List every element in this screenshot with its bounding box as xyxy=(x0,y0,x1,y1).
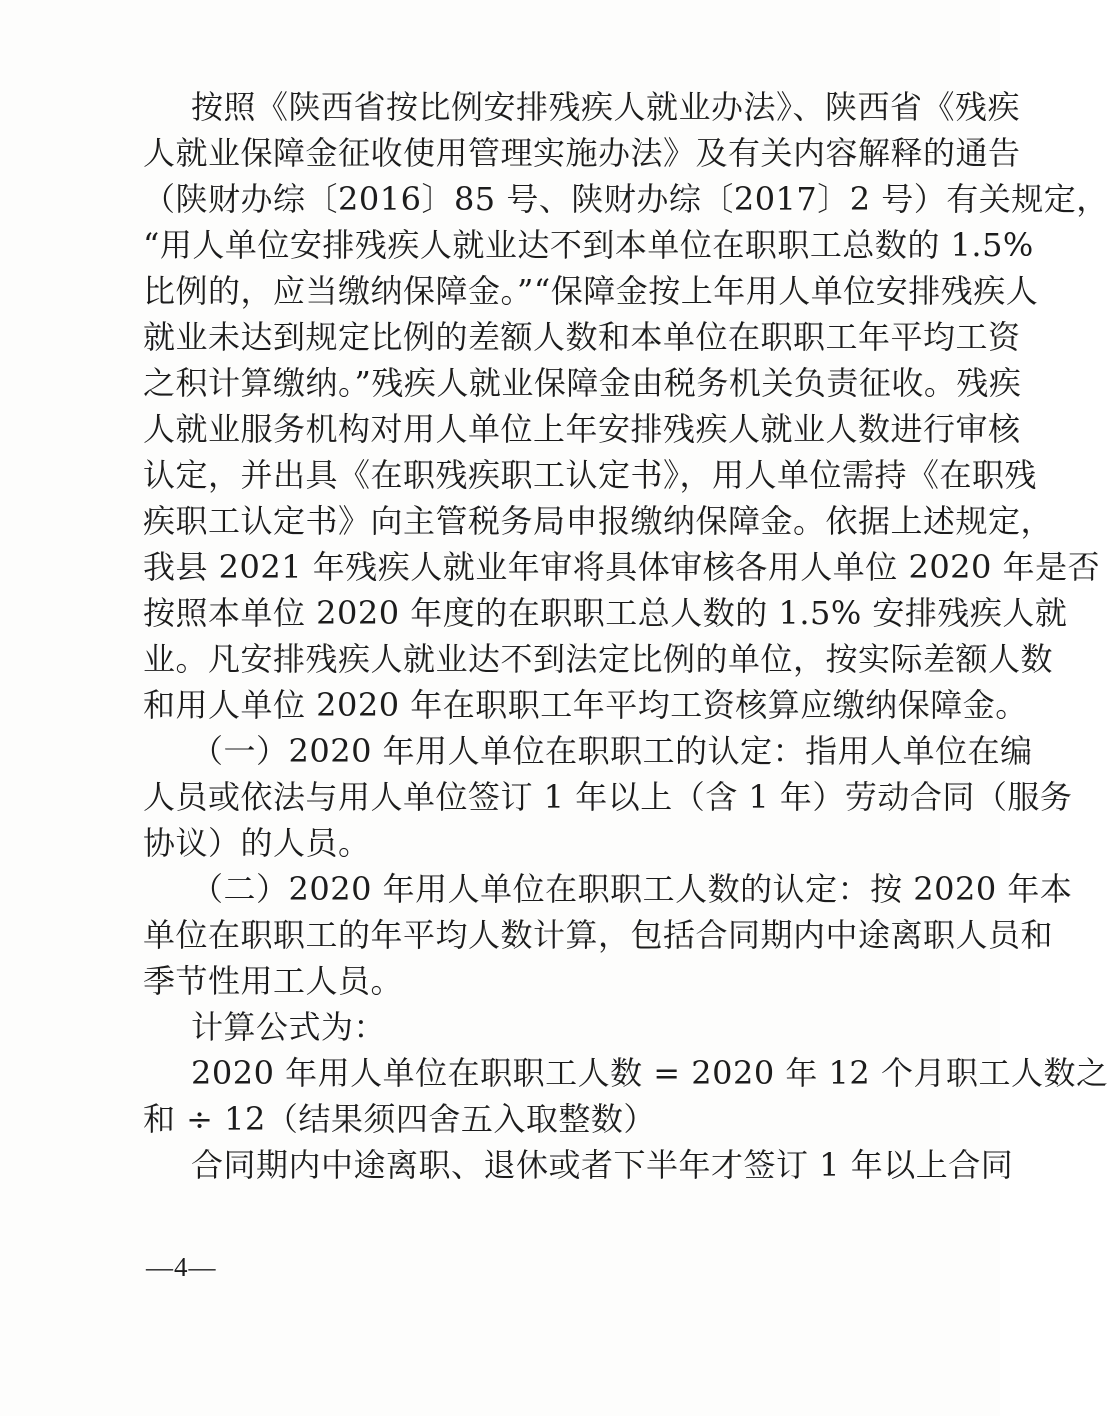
text-line: 按照《陕西省按比例安排残疾人就业办法》、陕西省《残疾 xyxy=(191,88,1021,126)
text-line: 人就业保障金征收使用管理实施办法》及有关内容解释的通告 xyxy=(143,134,1021,172)
text-line: （二）2020 年用人单位在职职工人数的认定：按 2020 年本 xyxy=(191,870,1073,908)
text-line: 季节性用工人员。 xyxy=(143,962,404,1000)
text-line: “用人单位安排残疾人就业达不到本单位在职职工总数的 1.5% xyxy=(143,226,1034,264)
text-line: 之积计算缴纳。”残疾人就业保障金由税务机关负责征收。残疾 xyxy=(143,364,1022,402)
text-line: 计算公式为： xyxy=(191,1008,387,1046)
text-line: 和用人单位 2020 年在职职工年平均工资核算应缴纳保障金。 xyxy=(143,686,1028,724)
text-line: （陕财办综〔2016〕85 号、陕财办综〔2017〕2 号）有关规定， xyxy=(143,180,1109,218)
page-number: —4— xyxy=(146,1252,217,1282)
text-line: 比例的，应当缴纳保障金。”“保障金按上年用人单位安排残疾人 xyxy=(143,272,1039,310)
text-line: 人员或依法与用人单位签订 1 年以上（含 1 年）劳动合同（服务 xyxy=(143,778,1073,816)
text-line: 人就业服务机构对用人单位上年安排残疾人就业人数进行审核 xyxy=(143,410,1021,448)
document-body xyxy=(143,84,1109,1188)
text-line: 和 ÷ 12（结果须四舍五入取整数） xyxy=(143,1100,656,1138)
text-line: 就业未达到规定比例的差额人数和本单位在职职工年平均工资 xyxy=(143,318,1021,356)
text-line: （一）2020 年用人单位在职职工的认定：指用人单位在编 xyxy=(191,732,1033,770)
text-line: 我县 2021 年残疾人就业年审将具体审核各用人单位 2020 年是否 xyxy=(143,548,1101,586)
text-line: 协议）的人员。 xyxy=(143,824,371,862)
text-line: 疾职工认定书》向主管税务局申报缴纳保障金。依据上述规定， xyxy=(143,502,1054,540)
text-line: 单位在职职工的年平均人数计算，包括合同期内中途离职人员和 xyxy=(143,916,1054,954)
text-line: 业。凡安排残疾人就业达不到法定比例的单位，按实际差额人数 xyxy=(143,640,1054,678)
text-line: 按照本单位 2020 年度的在职职工总人数的 1.5% 安排残疾人就 xyxy=(143,594,1068,632)
text-line: 合同期内中途离职、退休或者下半年才签订 1 年以上合同 xyxy=(191,1146,1014,1184)
text-line: 2020 年用人单位在职职工人数 = 2020 年 12 个月职工人数之 xyxy=(191,1054,1109,1092)
text-line: 认定，并出具《在职残疾职工认定书》，用人单位需持《在职残 xyxy=(143,456,1038,494)
